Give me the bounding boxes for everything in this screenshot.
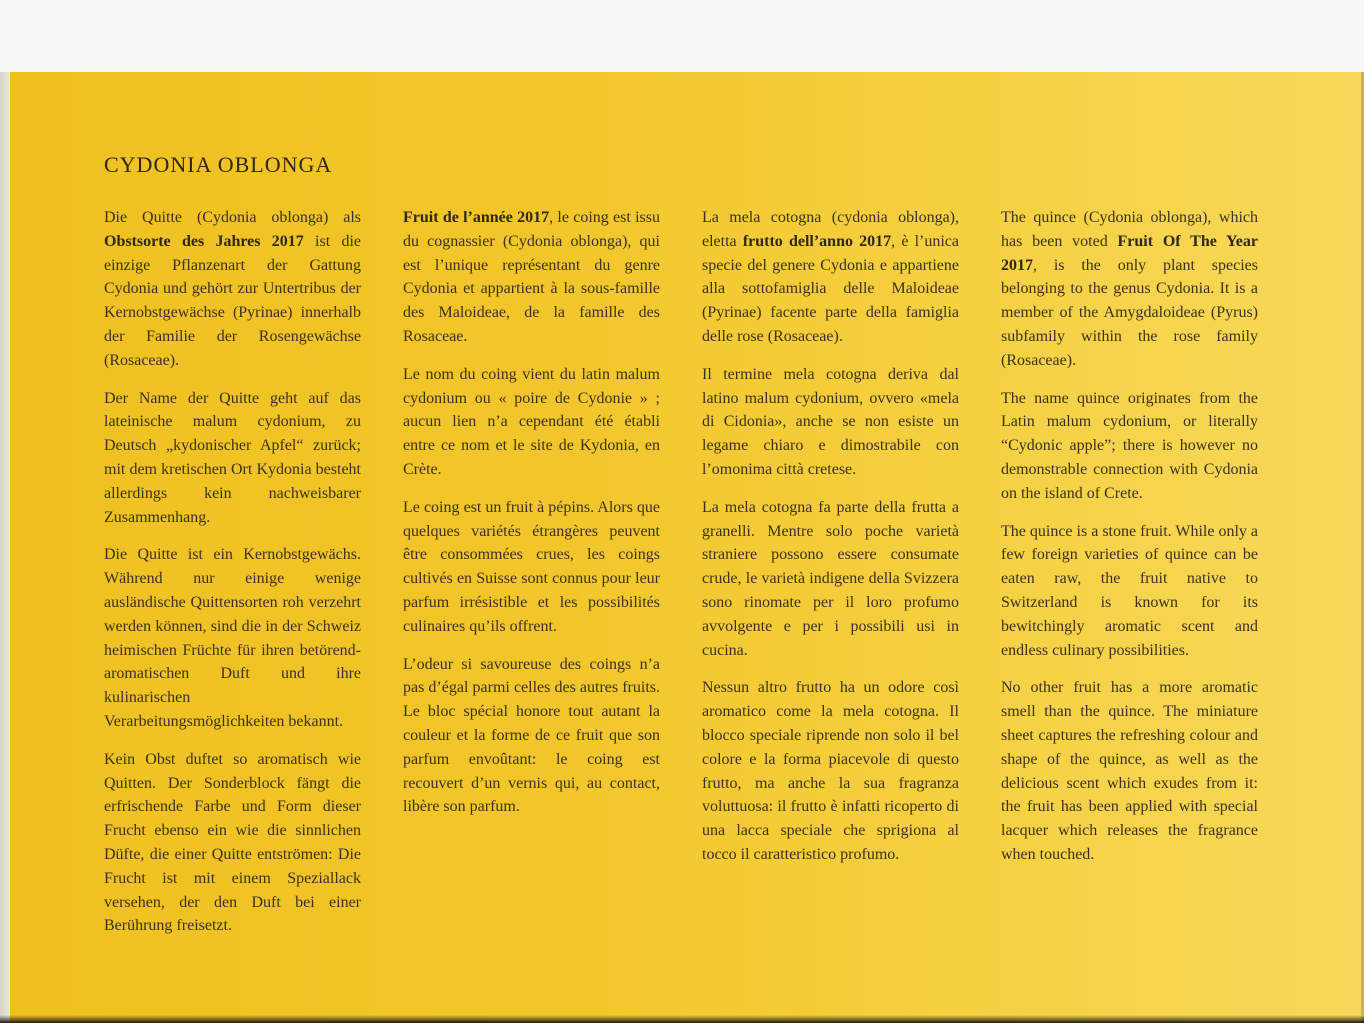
text-run: , is the only plant species belonging to the genus Cydonia. It is a member of the Amygdaloideae (Pyrus) subfamily within the rose family (Rosaceae). (1001, 256, 1258, 369)
paragraph: Die Quitte ist ein Kernobstgewächs. Während nur einige wenige ausländische Quittensorten roh verzehrt werden können, sind die in der Schweiz heimischen Früchte für ihren betörend-aromatischen Duft und ihre kulinarischen Verarbeitungsmöglichkeiten bekannt. (104, 546, 361, 730)
bottom-shadow (0, 1015, 1364, 1023)
paragraph (104, 206, 361, 373)
paragraph: The name quince originates from the Latin malum cydonium, or literally “Cydonic apple”; there is however no demonstrable connection with Cydonia on the island of Crete. (1001, 389, 1258, 502)
bold-text: frutto dell’anno 2017 (742, 232, 892, 250)
column-english (1001, 206, 1258, 881)
paragraph: Nessun altro frutto ha un odore così aromatico come la mela cotogna. Il blocco speciale riprende non solo il bel colore e la forma piacevole di questo frutto, ma anche la sua fragranza voluttuosa: il frutto è infatti ricoperto di una lacca speciale che sprigiona al tocco il caratteristico profumo. (702, 679, 959, 863)
paragraph: Il termine mela cotogna deriva dal latino malum cydonium, ovvero «mela di Cidonia», anche se non esiste un legame chiaro e dimostrabile con l’omonima città cretese. (702, 365, 959, 478)
column-italian (702, 206, 959, 881)
text-run: , le coing est issu du cognassier (Cydonia oblonga), qui est l’unique représentant du genre Cydonia et appartient à la sous-famille des Maloideae, de la famille des Rosaceae. (403, 209, 660, 345)
paragraph: Der Name der Quitte geht auf das lateinische malum cydonium, zu Deutsch „kydonischer Apfel“ zurück; mit dem kretischen Ort Kydonia besteht allerdings kein nachweisbarer Zusammenhang. (104, 389, 361, 526)
paragraph: Le coing est un fruit à pépins. Alors que quelques variétés étrangères peuvent être consommées crues, les coings cultivés en Suisse sont connus pour leur parfum irrésistible et les possibilités culinaires qu’ils offrent. (403, 498, 660, 635)
bold-text: Obstsorte des Jahres 2017 (104, 232, 304, 250)
paragraph: Le nom du coing vient du latin malum cydonium ou « poire de Cydonie » ; aucun lien n’a cependant été établi entre ce nom et le site de Kydonia, en Crète. (403, 365, 660, 478)
text-run: Die Quitte (Cydonia oblonga) als (104, 209, 361, 226)
page-left-edge (0, 72, 10, 1023)
paragraph: No other fruit has a more aromatic smell than the quince. The miniature sheet captures the refreshing colour and shape of the quince, as well as the delicious scent which exudes from it: the fruit has been applied with special lacquer which releases the fragrance when touched. (1001, 679, 1258, 863)
bold-text: Fruit de l’année 2017 (403, 209, 550, 226)
text-run: La mela cotogna (cydonia oblonga), eletta (702, 209, 959, 250)
column-german (104, 206, 361, 952)
paragraph: The quince is a stone fruit. While only a few foreign varieties of quince can be eaten raw, the fruit native to Switzerland is known for its bewitchingly aromatic scent and endless culinary possibilities. (1001, 522, 1258, 659)
paragraph: L’odeur si savoureuse des coings n’a pas d’égal parmi celles des autres fruits. Le bloc spécial honore tout autant la couleur et la forme de ce fruit que son parfum envoûtant: le coing est recouvert d’un vernis qui, au contact, libère son parfum. (403, 655, 660, 816)
page-title: CYDONIA OBLONGA (104, 152, 333, 177)
text-run: , è l’unica specie del genere Cydonia e appartiene alla sottofamiglia delle Maloideae (Pyrinae) facente parte della famiglia delle rose (Rosaceae). (702, 232, 960, 345)
text-run: The quince (Cydonia oblonga), which has been voted (1001, 209, 1258, 250)
paragraph (702, 206, 959, 349)
paragraph (1001, 206, 1258, 373)
column-french (403, 206, 660, 833)
bold-text: Fruit Of The Year 2017 (1001, 232, 1259, 274)
paragraph: Kein Obst duftet so aromatisch wie Quitten. Der Sonderblock fängt die erfrischende Farbe und Form dieser Frucht ebenso ein wie die sinnlichen Düfte, die einer Quitte entströmen: Die Frucht ist mit einem Speziallack versehen, der den Duft bei einer Berührung freisetzt. (104, 750, 361, 935)
paragraph: La mela cotogna fa parte della frutta a granelli. Mentre solo poche varietà straniere possono essere consumate crude, le varietà indigene della Svizzera sono rinomate per il loro profumo avvolgente e per i possibili usi in cucina. (702, 498, 959, 659)
paragraph (403, 206, 660, 349)
text-run: ist die einzige Pflanzenart der Gattung Cydonia und gehört zur Untertribus der Kernobstgewächse (Pyrinae) innerhalb der Familie der Rosengewächse (Rosaceae). (104, 232, 361, 369)
